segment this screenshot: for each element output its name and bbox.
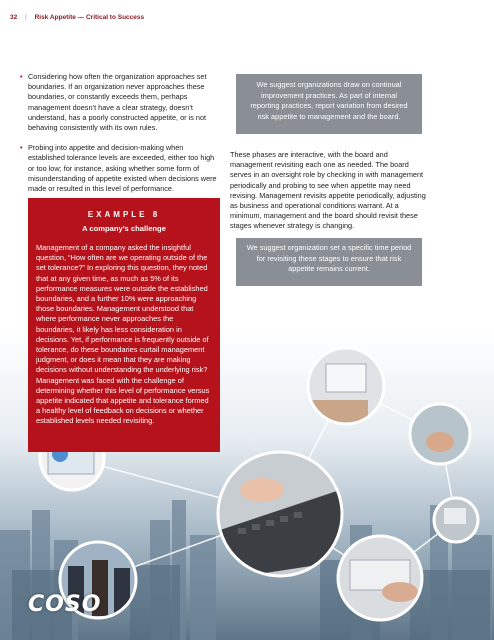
bullet-marker: • — [20, 72, 23, 81]
example-box — [28, 198, 220, 452]
example-title: EXAMPLE 8 — [87, 210, 161, 219]
example-body: Management of a company asked the insightful question, “How often are we operating outside of the set tolerance?” In exploring this question, they noted that at any given time, as much as 5% of its performance measures were outside the established boundaries, and a further 10% were approaching those boundaries. Management understood that where performance never approaches the boundaries, it likely has less consideration in decisions. Yet, if performance is frequently outside of tolerance, do these boundaries curtail management judgment, or does it mean that they are making decisions without understanding the underlying risk? Management was faced with the challenge of determining whether this level of performance versus appetite indicated that appetite and tolerance formed a healthy level of feedback on decisions or whether established levels needed revisiting. — [36, 243, 210, 426]
bullet-item — [20, 143, 218, 194]
example-subtitle: A company’s challenge — [82, 224, 166, 233]
page-number: 32 — [10, 14, 18, 21]
bullet-text: Probing into appetite and decision-making when established tolerance levels are exceeded, either too high or too low; for instance, asking whether some form of misunderstanding of appetite existed when decisions were made or resulted in this level of performance. — [28, 143, 217, 194]
bullet-marker: • — [20, 143, 23, 153]
callout-box: We suggest organizations draw on continual improvement practices. As part of internal reporting practices, report variation from desired risk appetite to management and the board. — [236, 74, 422, 134]
bullet-text: Considering how often the organization approaches set boundaries. If an organization never approaches these boundaries, or constantly exceeds them, perhaps management doesn’t have a clear strategy, doesn’t understand, has a poorly constructed appetite, or is not behaving consistently with its own rules. — [28, 72, 207, 133]
body-paragraph: These phases are interactive, with the board and management revisiting each one as needed. The board serves in an oversight role by checking in with management periodically and probing to see when appetite may need revising. Management revisits appetite periodically, adjusting as business and operational conditions warrant. At a minimum, management and the board should revisit these stages whenever strategy is changing. — [230, 150, 426, 231]
bullet-item — [20, 72, 218, 133]
coso-logo: COSO — [28, 592, 102, 617]
callout-box: We suggest organization set a specific time period for revisiting these stages to ensure that risk appetite remains current. — [236, 238, 422, 286]
header-separator: | — [25, 14, 27, 21]
page-header — [10, 12, 144, 24]
bullet-list — [20, 72, 218, 204]
running-title: Risk Appetite — Critical to Success — [34, 14, 145, 21]
